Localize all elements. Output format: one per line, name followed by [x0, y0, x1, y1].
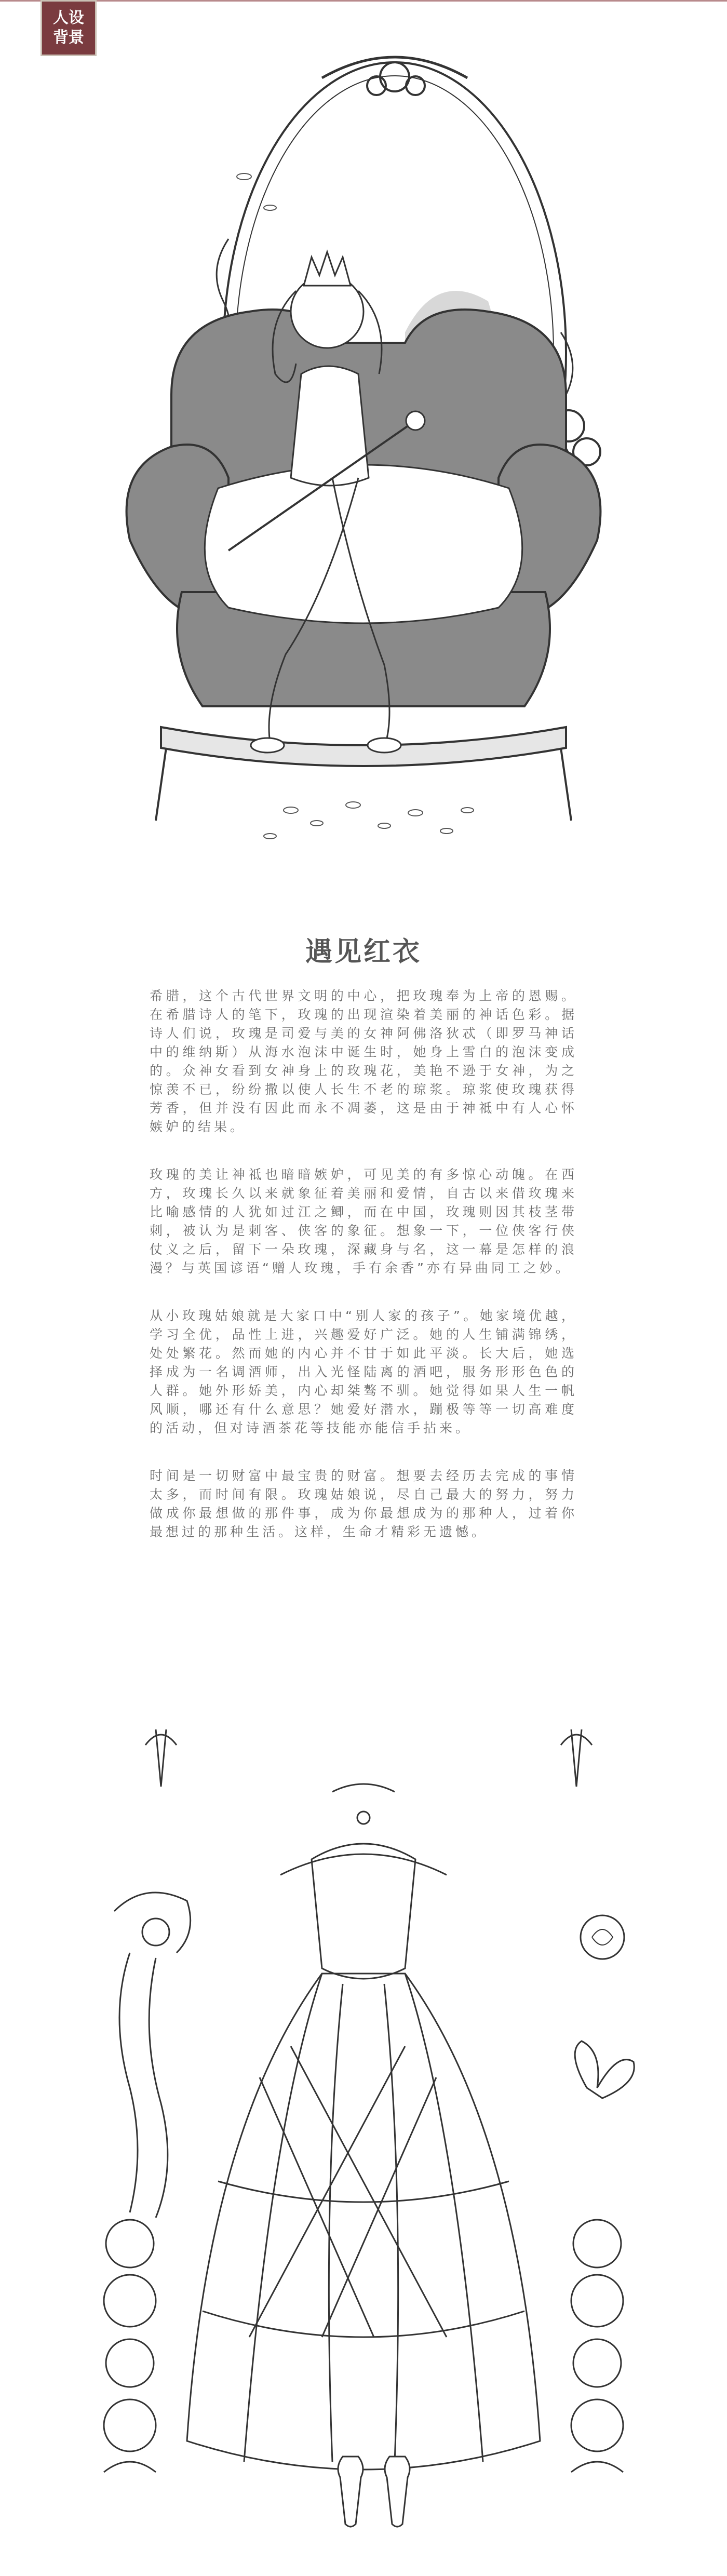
gown-design-illustration	[0, 1714, 727, 2555]
badge-line-2: 背景	[53, 29, 84, 47]
throne-mirror-illustration	[0, 21, 727, 873]
top-accent-line	[0, 0, 727, 2]
section-title: 遇见红衣	[305, 936, 422, 968]
badge-line-1: 人设	[53, 9, 84, 27]
story-paragraph-2: 玫瑰的美让神祗也暗暗嫉妒，可见美的有多惊心动魄。在西方，玫瑰长久以来就象征着美丽和爱情，自古以来借玫瑰来比喻感情的人犹如过江之鲫，而在中国，玫瑰则因其枝茎带刺，被认为是刺客、侠客的象征。想象一下，一位侠客行侠仗义之后，留下一朵玫瑰，深藏身与名，这一幕是怎样的浪漫？与英国谚语“赠人玫瑰，手有余香”亦有异曲同工之妙。	[150, 1167, 577, 1276]
story-paragraph-3: 从小玫瑰姑娘就是大家口中“别人家的孩子”。她家境优越，学习全优，品性上进，兴趣爱好广泛。她的人生铺满锦绣，处处繁花。然而她的内心并不甘于如此平淡。长大后，她选择成为一名调酒师，出入光怪陆离的酒吧，服务形形色色的人群。她外形娇美，内心却桀骜不驯。她觉得如果人生一帆风顺，哪还有什么意思？她爱好潜水，蹦极等等一切高难度的活动，但对诗酒茶花等技能亦能信手拈来。	[150, 1308, 577, 1435]
story-paragraph-4: 时间是一切财富中最宝贵的财富。想要去经历去完成的事情太多，而时间有限。玫瑰姑娘说，尽自己最大的努力，努力做成你最想做的那件事，成为你最想成为的那种人，过着你最想过的那种生活。这样，生命才精彩无遗憾。	[150, 1468, 577, 1539]
story-paragraph-1: 希腊，这个古代世界文明的中心，把玫瑰奉为上帝的恩赐。在希腊诗人的笔下，玫瑰的出现渲染着美丽的神话色彩。据诗人们说，玫瑰是司爱与美的女神阿佛洛狄忒（即罗马神话中的维纳斯）从海水泡沫中诞生时，她身上雪白的泡沫变成的。众神女看到女神身上的玫瑰花，美艳不逊于女神，为之惊羡不已，纷纷撒以使人长生不老的琼浆。琼浆使玫瑰获得芳香，但并没有因此而永不凋萎，这是由于神祗中有人心怀嫉妒的结果。	[150, 988, 577, 1134]
story-text	[150, 987, 577, 1571]
